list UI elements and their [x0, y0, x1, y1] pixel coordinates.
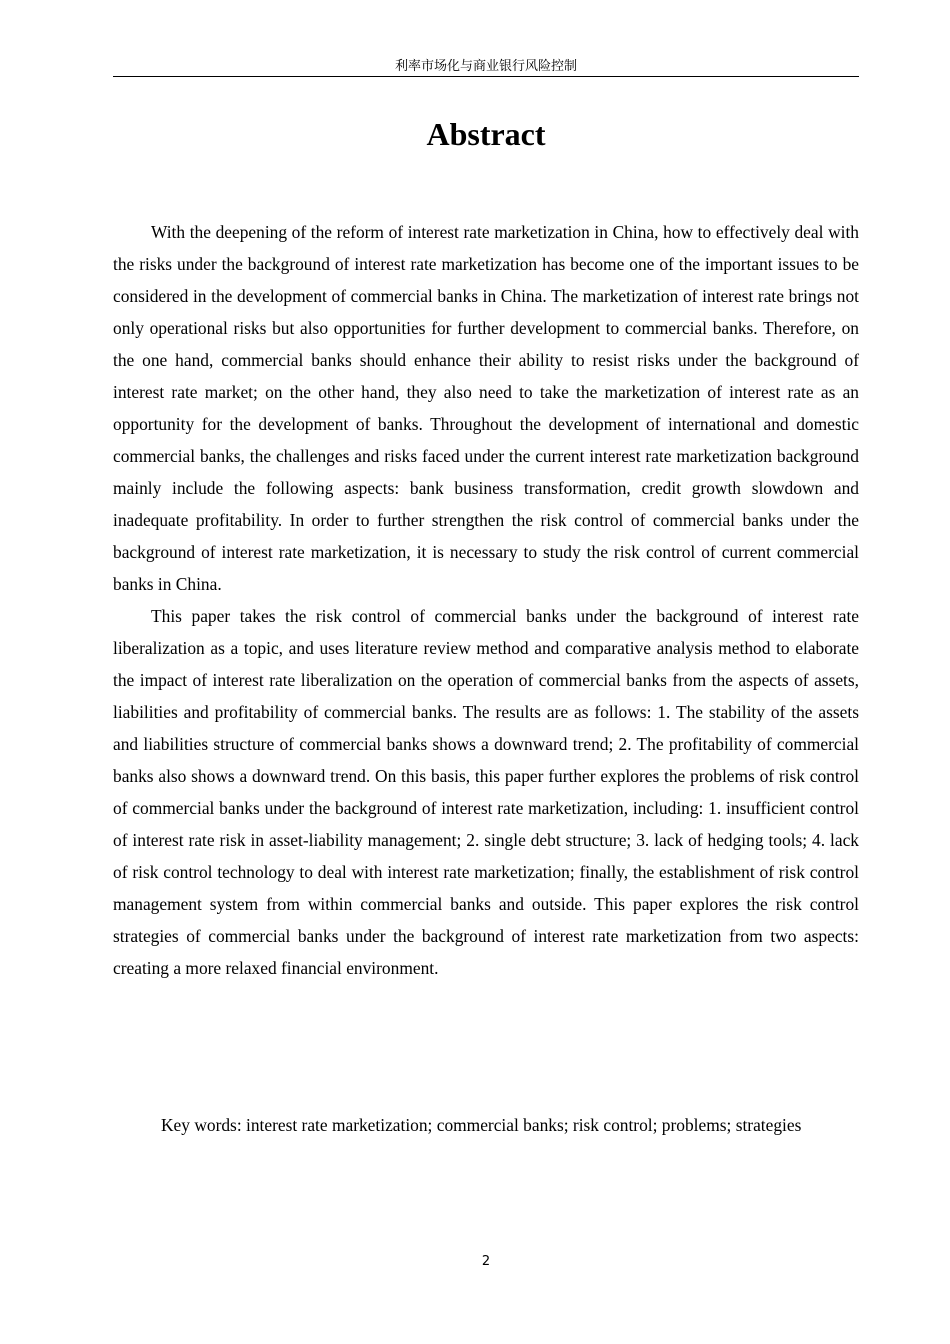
keywords: Key words: interest rate marketization; commercial banks; risk control; problems; strategies: [161, 1115, 802, 1135]
header-divider: [113, 76, 859, 77]
page-number: 2: [481, 1254, 491, 1269]
running-header: 利率市场化与商业银行风险控制: [394, 59, 577, 74]
abstract-body: [113, 216, 859, 984]
abstract-paragraph-1: With the deepening of the reform of interest rate marketization in China, how to effectively deal with the risks under the background of interest rate marketization has become one of the important issues to be considered in the development of commercial banks in China. The marketization of interest rate brings not only operational risks but also opportunities for further development to commercial banks. Therefore, on the one hand, commercial banks should enhance their ability to resist risks under the background of interest rate market; on the other hand, they also need to take the marketization of interest rate as an opportunity for the development of banks. Throughout the development of international and domestic commercial banks, the challenges and risks faced under the current interest rate marketization background mainly include the following aspects: bank business transformation, credit growth slowdown and inadequate profitability. In order to further strengthen the risk control of commercial banks under the background of interest rate marketization, it is necessary to study the risk control of current commercial banks in China.: [113, 222, 859, 594]
abstract-paragraph-2: This paper takes the risk control of commercial banks under the background of interest rate liberalization as a topic, and uses literature review method and comparative analysis method to elaborate the impact of interest rate liberalization on the operation of commercial banks from the aspects of assets, liabilities and profitability of commercial banks. The results are as follows: 1. The stability of the assets and liabilities structure of commercial banks shows a downward trend; 2. The profitability of commercial banks also shows a downward trend. On this basis, this paper further explores the problems of risk control of commercial banks under the background of interest rate marketization, including: 1. insufficient control of interest rate risk in asset-liability management; 2. single debt structure; 3. lack of hedging tools; 4. lack of risk control technology to deal with interest rate marketization; finally, the establishment of risk control management system from within commercial banks and outside. This paper explores the risk control strategies of commercial banks under the background of interest rate marketization from two aspects: creating a more relaxed financial environment.: [113, 606, 859, 978]
page-title: Abstract: [426, 116, 546, 152]
